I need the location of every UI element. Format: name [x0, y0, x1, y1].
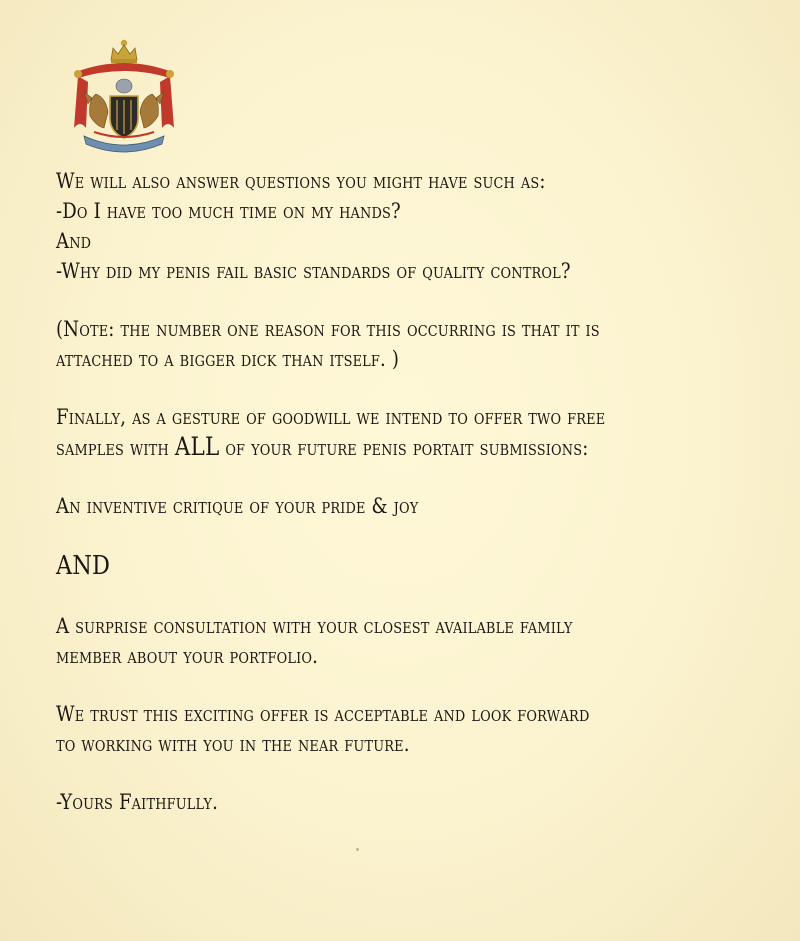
letter-line: -Why did my penis fail basic standards of quality control?	[56, 259, 571, 283]
letter-line: to working with you in the near future.	[56, 732, 410, 756]
letter-line: attached to a bigger dick than itself. )	[56, 347, 400, 371]
letter-line: We will also answer questions you might have such as:	[56, 169, 546, 193]
letter-line: And	[56, 229, 92, 253]
paper-speck	[356, 848, 359, 851]
crown-icon	[111, 40, 137, 63]
letter-line: -Do I have too much time on my hands?	[56, 199, 401, 223]
emphasis-text: ALL	[174, 432, 220, 461]
letter-line: We trust this exciting offer is acceptable and look forward	[56, 702, 590, 726]
royal-coat-of-arms-icon	[66, 36, 182, 160]
letter-line: A surprise consultation with your closest available family	[56, 614, 573, 638]
letter-line: (Note: the number one reason for this occurring is that it is	[56, 317, 600, 341]
sign-off: -Yours Faithfully.	[56, 790, 219, 814]
letter-text: of your future penis portait submissions:	[219, 436, 589, 460]
letter-line: member about your portfolio.	[56, 644, 319, 668]
letter-line	[56, 432, 675, 463]
letter-line: An inventive critique of your pride & joy	[56, 494, 419, 518]
and-heading: AND	[56, 551, 111, 581]
letter-body	[56, 166, 675, 817]
letter-text: samples with	[56, 436, 175, 460]
letter-line: Finally, as a gesture of goodwill we intend to offer two free	[56, 405, 606, 429]
